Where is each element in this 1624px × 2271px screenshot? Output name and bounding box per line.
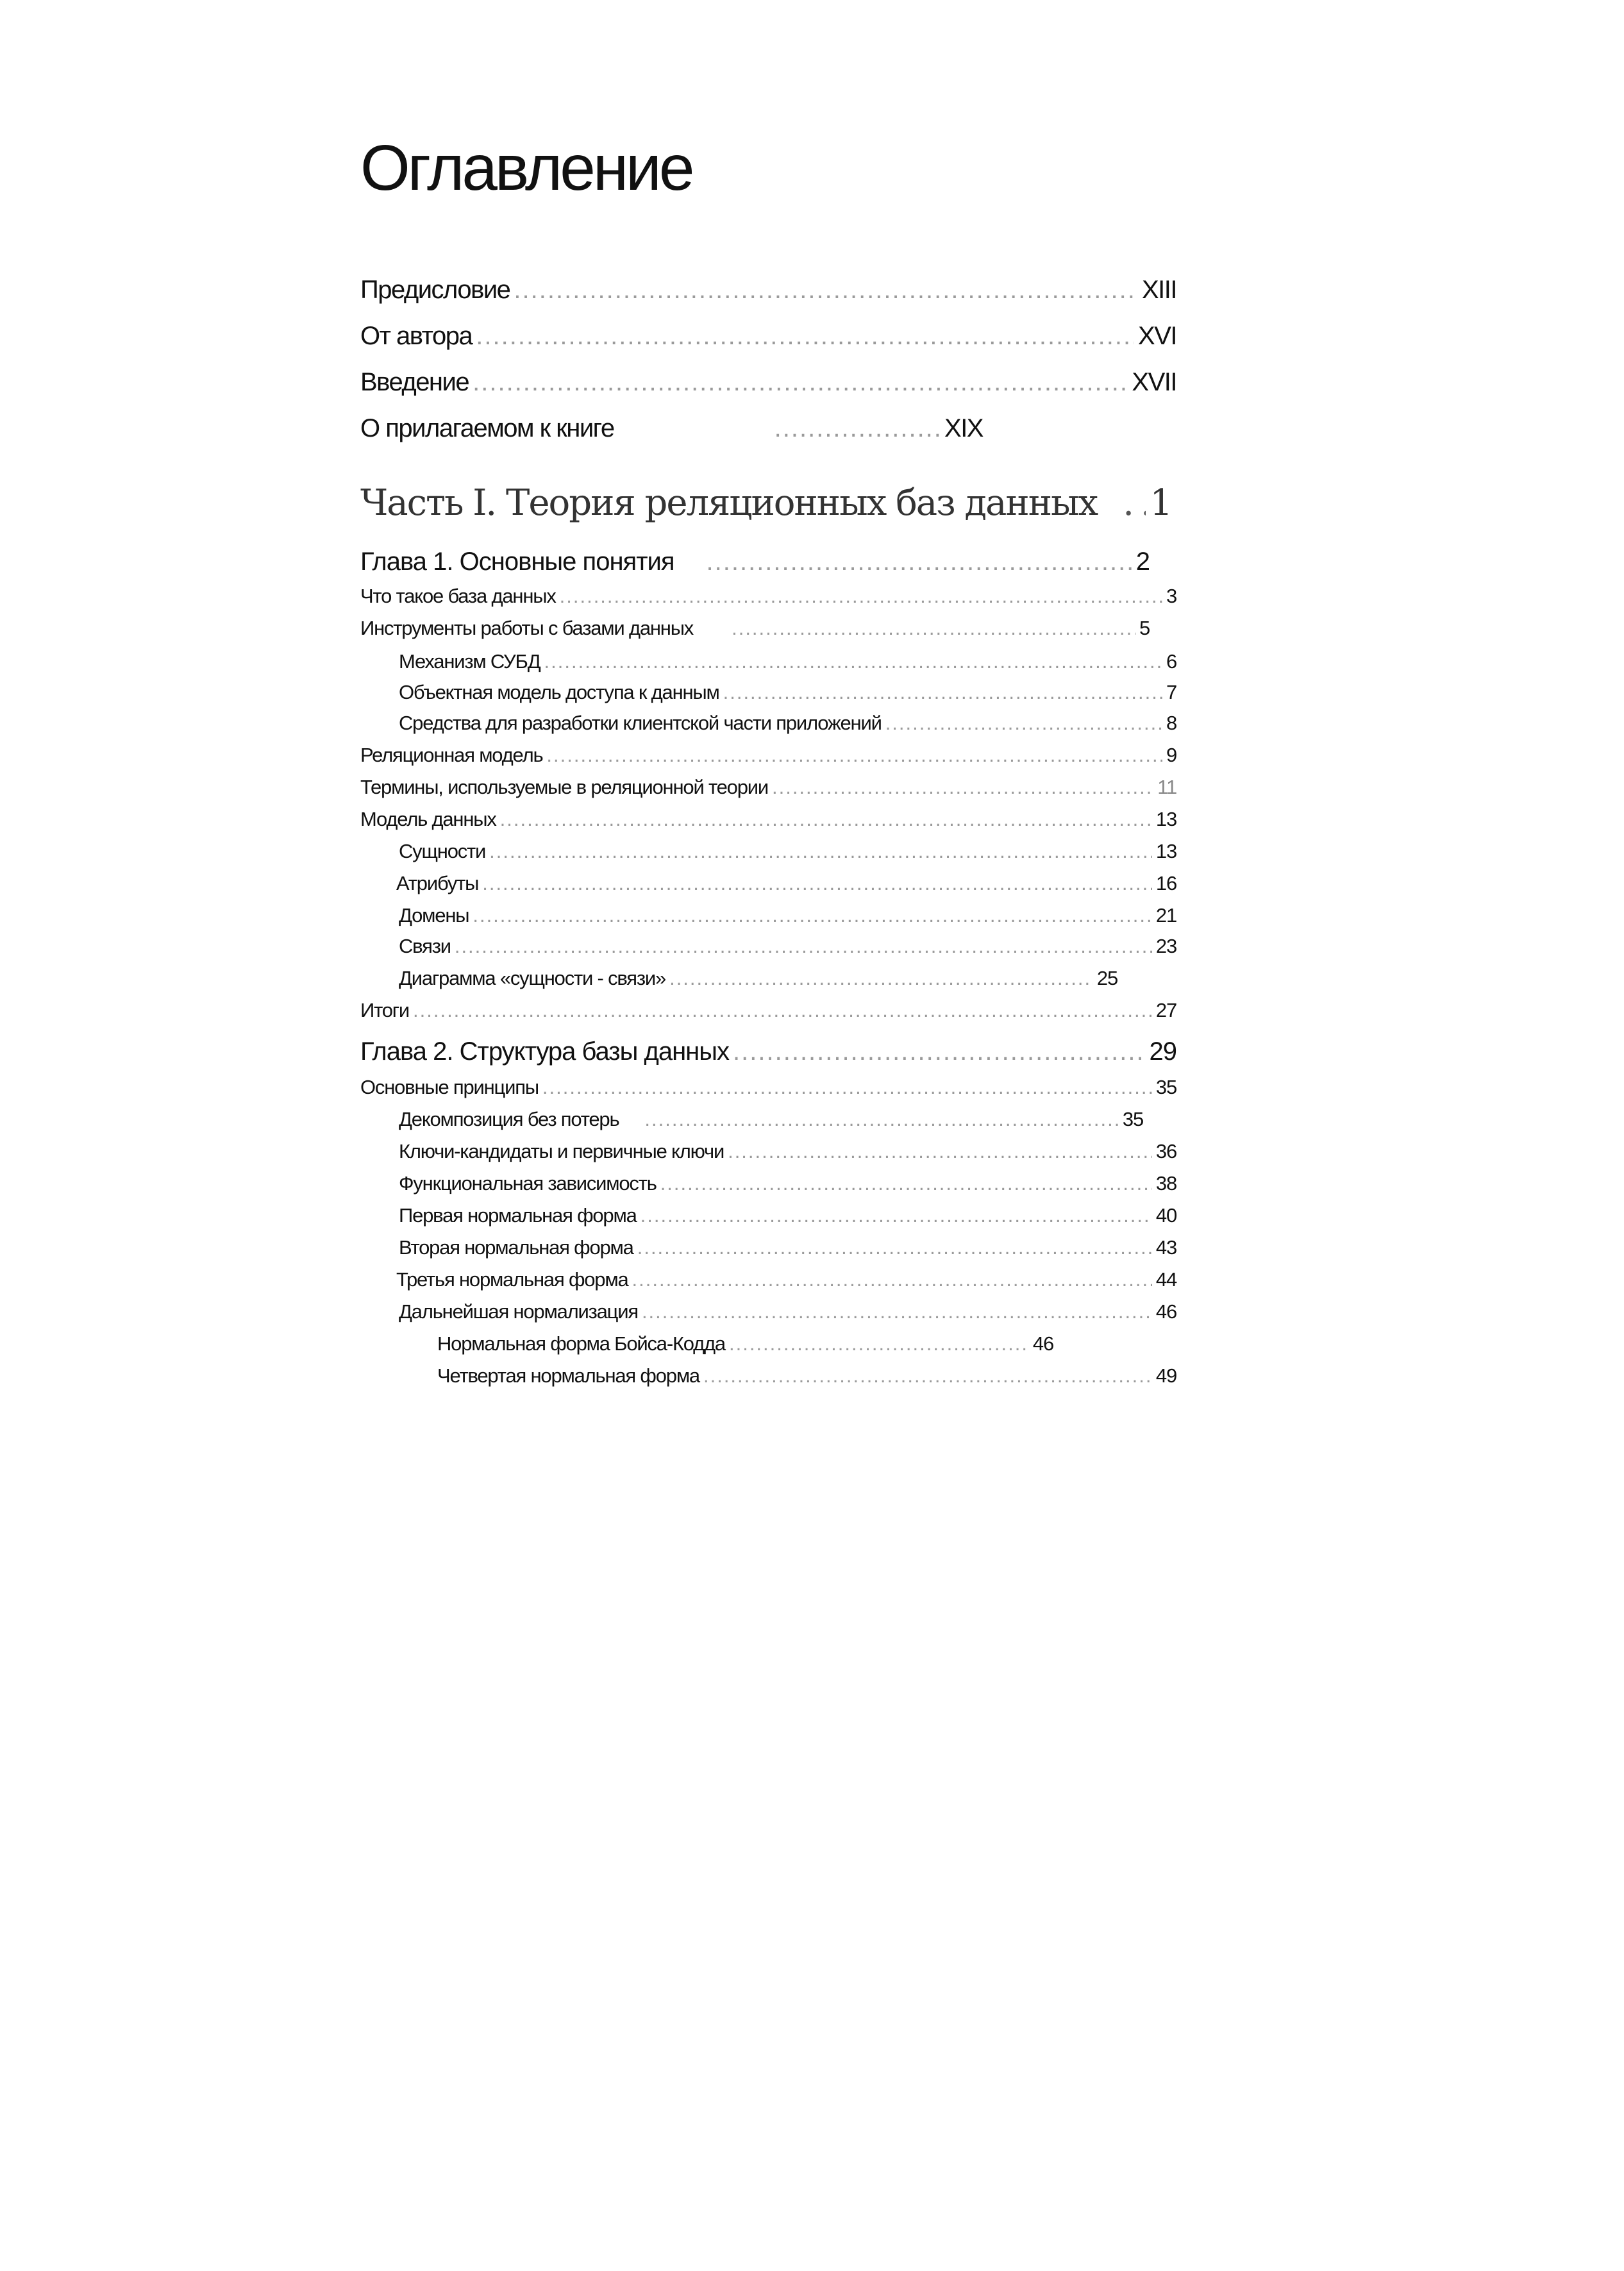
toc-section-label: Диаграмма «сущности - связи»: [399, 967, 666, 989]
dot-leader: [1123, 482, 1146, 524]
toc-entry-label: О прилагаемом к книге: [360, 414, 614, 442]
toc-entry-page: XIII: [1141, 276, 1176, 304]
toc-subsection[interactable]: [399, 967, 1118, 990]
toc-section-page: 44: [1155, 1268, 1176, 1291]
toc-subsection[interactable]: [399, 1108, 1143, 1131]
toc-entry-from-author[interactable]: [360, 322, 1176, 351]
toc-section-label: Третья нормальная форма: [396, 1268, 628, 1291]
toc-subsection[interactable]: [399, 1172, 1176, 1195]
toc-section-page: 40: [1155, 1204, 1176, 1227]
toc-subsection[interactable]: [399, 1140, 1176, 1163]
toc-section-label: Атрибуты: [396, 872, 479, 894]
toc-section-page: 16: [1155, 872, 1176, 894]
toc-section-page: 3: [1166, 585, 1176, 607]
toc-section-page: 23: [1155, 935, 1176, 957]
toc-chapter-label: Глава 1. Основные понятия: [360, 548, 674, 576]
toc-section-label: Механизм СУБД: [399, 650, 540, 673]
dot-leader: [732, 617, 1135, 640]
toc-entry-page: XVI: [1138, 322, 1176, 350]
dot-leader: [637, 1236, 1152, 1259]
toc-subsection[interactable]: [399, 681, 1176, 704]
toc-section-page: 6: [1166, 650, 1176, 673]
dot-leader: [733, 1037, 1145, 1066]
dot-leader: [514, 276, 1138, 305]
toc-section-label: Модель данных: [360, 808, 496, 830]
dot-leader: [707, 548, 1132, 576]
toc-section[interactable]: [360, 1076, 1176, 1099]
dot-leader: [482, 872, 1152, 895]
dot-leader: [413, 999, 1152, 1022]
toc-chapter-2[interactable]: [360, 1037, 1176, 1066]
toc-entry-page: XVII: [1132, 368, 1176, 396]
toc-section-label: Нормальная форма Бойса-Кодда: [437, 1332, 725, 1355]
toc-chapter-1[interactable]: [360, 548, 1150, 576]
toc-chapter-page: 2: [1135, 548, 1150, 576]
toc-section-page: 25: [1096, 967, 1118, 989]
toc-section-page: 27: [1155, 999, 1176, 1021]
toc-entry-introduction[interactable]: [360, 368, 1176, 397]
toc-part-label: Часть I. Теория реляционных баз данных: [360, 482, 1098, 524]
toc-subsection[interactable]: [399, 712, 1176, 735]
toc-section-label: Вторая нормальная форма: [399, 1236, 633, 1259]
toc-subsection[interactable]: [399, 840, 1176, 863]
dot-leader: [546, 744, 1162, 767]
toc-section-page: 9: [1166, 744, 1176, 766]
toc-subsection[interactable]: [399, 935, 1176, 958]
toc-section-label: Средства для разработки клиентской части приложений: [399, 712, 882, 734]
toc-section-label: Объектная модель доступа к данным: [399, 681, 719, 703]
dot-leader: [642, 1300, 1152, 1323]
toc-section[interactable]: [360, 617, 1150, 640]
toc-section[interactable]: [360, 585, 1176, 608]
toc-section-label: Связи: [399, 935, 451, 957]
toc-entry-page: XIX: [944, 414, 983, 442]
toc-section-page: 8: [1166, 712, 1176, 734]
toc-subsubsection[interactable]: [437, 1364, 1176, 1387]
dot-leader: [560, 585, 1162, 608]
dot-leader: [772, 776, 1153, 799]
dot-leader: [660, 1172, 1152, 1195]
toc-section-page: 5: [1139, 617, 1150, 639]
toc-subsection[interactable]: [399, 904, 1176, 927]
toc-subsection[interactable]: [396, 872, 1176, 895]
toc-section-label: Четвертая нормальная форма: [437, 1364, 699, 1387]
toc-section-page: 36: [1155, 1140, 1176, 1162]
toc-section-label: Первая нормальная форма: [399, 1204, 637, 1227]
toc-subsection[interactable]: [399, 650, 1176, 673]
toc-section-label: Термины, используемые в реляционной теории: [360, 776, 768, 798]
toc-section-page: 13: [1155, 840, 1176, 862]
toc-entry-label: Введение: [360, 368, 469, 396]
toc-entry-about-cd[interactable]: [360, 414, 1137, 443]
dot-leader: [644, 1108, 1119, 1131]
toc-section-label: Сущности: [399, 840, 486, 862]
toc-section-label: Основные принципы: [360, 1076, 539, 1098]
dot-leader: [473, 904, 1152, 927]
toc-section-page: 35: [1122, 1108, 1143, 1130]
toc-section-label: Итоги: [360, 999, 409, 1021]
toc-section-page: 11: [1157, 776, 1176, 798]
toc-part-page: 1: [1150, 482, 1171, 524]
toc-section-page: 13: [1155, 808, 1176, 830]
toc-part-1[interactable]: [360, 482, 1171, 524]
toc-subsection[interactable]: [399, 1236, 1176, 1259]
toc-section-page: 35: [1155, 1076, 1176, 1098]
dot-leader: [669, 967, 1093, 990]
toc-section-page: 38: [1155, 1172, 1176, 1194]
dot-leader: [544, 650, 1162, 673]
page-title: Оглавление: [360, 132, 692, 204]
dot-leader: [885, 712, 1162, 735]
toc-subsection[interactable]: [399, 1204, 1176, 1227]
toc-section-label: Дальнейшая нормализация: [399, 1300, 638, 1323]
dot-leader: [729, 1332, 1029, 1355]
dot-leader: [728, 1140, 1152, 1163]
dot-leader: [542, 1076, 1152, 1099]
toc-chapter-label: Глава 2. Структура базы данных: [360, 1037, 730, 1066]
dot-leader: [703, 1364, 1152, 1387]
dot-leader: [632, 1268, 1152, 1291]
dot-leader: [476, 322, 1134, 351]
toc-section-label: Декомпозиция без потерь: [399, 1108, 619, 1130]
toc-subsection[interactable]: [396, 1268, 1176, 1291]
toc-section-page: 21: [1155, 904, 1176, 926]
toc-entry-label: Предисловие: [360, 276, 510, 304]
toc-section-page: 7: [1166, 681, 1176, 703]
dot-leader: [723, 681, 1162, 704]
toc-entry-preface[interactable]: [360, 276, 1176, 305]
toc-section-label: Домены: [399, 904, 469, 926]
toc-section-page: 43: [1155, 1236, 1176, 1259]
toc-subsection[interactable]: [399, 1300, 1176, 1323]
dot-leader: [473, 368, 1128, 397]
toc-section[interactable]: [360, 999, 1176, 1022]
toc-subsubsection[interactable]: [437, 1332, 1111, 1355]
toc-section-label: Инструменты работы с базами данных: [360, 617, 694, 639]
toc-section[interactable]: [360, 808, 1176, 831]
dot-leader: [500, 808, 1152, 831]
toc-section-label: Что такое база данных: [360, 585, 556, 607]
toc-section-page: 46: [1155, 1300, 1176, 1323]
toc-entry-label: От автора: [360, 322, 473, 350]
dot-leader: [455, 935, 1152, 958]
toc-section-label: Функциональная зависимость: [399, 1172, 657, 1194]
dot-leader: [640, 1204, 1152, 1227]
toc-section[interactable]: [360, 776, 1176, 799]
toc-section[interactable]: [360, 744, 1176, 767]
dot-leader: [774, 414, 941, 443]
toc-section-label: Ключи-кандидаты и первичные ключи: [399, 1140, 724, 1162]
toc-chapter-page: 29: [1149, 1037, 1176, 1066]
dot-leader: [489, 840, 1152, 863]
toc-section-page: 49: [1155, 1364, 1176, 1387]
toc-section-page: 46: [1032, 1332, 1053, 1355]
toc-section-label: Реляционная модель: [360, 744, 543, 766]
